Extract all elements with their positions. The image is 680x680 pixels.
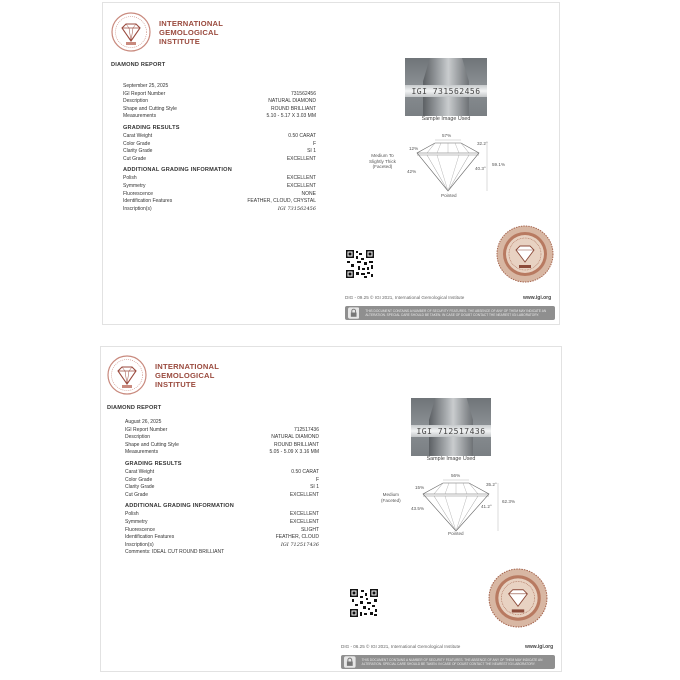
- igi-seal-icon: [488, 568, 548, 628]
- grading-row: [123, 156, 316, 164]
- pavilion-angle: 41.2°: [481, 504, 492, 509]
- report-date-row: [125, 419, 319, 427]
- field-row: [123, 113, 316, 121]
- org-name-line-2: GEMOLOGICAL: [159, 27, 219, 37]
- field-label: Shape and Cutting Style: [125, 441, 179, 448]
- grading-label: Color Grade: [123, 140, 151, 147]
- grading-results-heading: GRADING RESULTS: [125, 460, 182, 467]
- field-value: 5.05 - 5.09 X 3.16 MM: [269, 449, 319, 456]
- inscription-value: IGI 731562456: [277, 205, 316, 212]
- igi-diamond-logo-icon: [107, 355, 147, 395]
- igi-logo: [107, 355, 219, 395]
- proportions-diagram: [369, 133, 519, 203]
- additional-value: FEATHER, CLOUD, CRYSTAL: [247, 198, 316, 205]
- crown-angle: 35.2°: [486, 482, 497, 487]
- additional-row: [123, 198, 316, 206]
- sample-caption: Sample Image Used: [421, 116, 471, 122]
- total-depth: 62.3%: [502, 499, 516, 504]
- additional-label: Inscription(s): [125, 541, 154, 548]
- grading-value: 0.50 CARAT: [291, 468, 319, 475]
- security-text: THIS DOCUMENT CONTAINS A NUMBER OF SECURITY FEATURES. THE ABSENCE OF ANY OF THEM MAY INDICATE AN ALTERATION. SPECIAL CARE SHOULD BE TAKEN. IN CASE OF DOUBT CONTACT THE NEAREST IGI LABORATORY.: [365, 309, 547, 317]
- grading-label: Cut Grade: [123, 155, 147, 162]
- pavilion-angle: 40.3°: [475, 166, 486, 171]
- table-percent: 56%: [451, 473, 461, 478]
- grading-label: Carat Weight: [123, 132, 153, 139]
- org-name: [159, 19, 223, 46]
- grading-value: F: [315, 476, 319, 483]
- field-value: 712517436: [293, 426, 319, 433]
- pavilion-depth: 42%: [407, 169, 417, 174]
- field-label: Description: [125, 434, 151, 441]
- org-name-line-3: INSTITUTE: [155, 379, 197, 389]
- lock-icon: [344, 656, 356, 668]
- culet: Pointed: [441, 193, 457, 198]
- total-depth: 59.1%: [492, 162, 506, 167]
- grading-value: EXCELLENT: [289, 491, 319, 498]
- additional-label: Symmetry: [125, 518, 148, 525]
- additional-info-heading: ADDITIONAL GRADING INFORMATION: [125, 503, 234, 510]
- girdle-thickness: Medium (Faceted): [381, 492, 401, 503]
- grading-value: F: [312, 140, 316, 147]
- additional-row: [125, 527, 319, 535]
- field-value: NATURAL DIAMOND: [268, 98, 316, 105]
- grading-row: [125, 469, 319, 477]
- grading-value: SI 1: [310, 484, 319, 491]
- igi-seal-icon: [496, 225, 554, 283]
- diamond-report-certificate-1: [102, 2, 560, 325]
- org-name-line-3: INSTITUTE: [159, 36, 201, 46]
- grading-label: Clarity Grade: [125, 484, 155, 491]
- additional-label: Polish: [125, 511, 139, 518]
- igi-diamond-logo-icon: [111, 12, 151, 52]
- report-date: August 26, 2025: [125, 419, 162, 425]
- field-label: Description: [123, 98, 149, 105]
- lock-icon: [348, 307, 359, 319]
- report-type: DIAMOND REPORT: [107, 405, 162, 411]
- grading-row: [125, 492, 319, 500]
- additional-value: NONE: [301, 190, 316, 197]
- crown-height: 15%: [415, 485, 425, 490]
- grading-results-heading: GRADING RESULTS: [123, 124, 180, 131]
- sample-caption: Sample Image Used: [426, 456, 476, 462]
- inscription-band: IGI 712517436: [411, 425, 491, 438]
- inscription-value: IGI 712517436: [280, 541, 319, 548]
- field-label: IGI Report Number: [125, 426, 168, 433]
- qr-code-icon[interactable]: [349, 588, 379, 618]
- additional-row: [125, 519, 319, 527]
- field-value: ROUND BRILLIANT: [273, 441, 319, 448]
- additional-label: Inscription(s): [123, 205, 152, 212]
- report-date-row: [123, 83, 316, 91]
- field-row: [125, 449, 319, 457]
- additional-value: EXCELLENT: [286, 182, 316, 189]
- comments-row: [123, 213, 316, 221]
- security-strip: [341, 655, 555, 669]
- field-value: NATURAL DIAMOND: [271, 434, 319, 441]
- sample-image: [405, 58, 487, 116]
- additional-value: FEATHER, CLOUD: [275, 534, 319, 541]
- field-label: Measurements: [123, 113, 157, 120]
- field-row: [123, 98, 316, 106]
- field-value: 731562456: [290, 90, 316, 97]
- additional-label: Polish: [123, 175, 137, 182]
- field-row: [123, 91, 316, 99]
- additional-label: Fluorescence: [123, 190, 154, 197]
- grading-row: [123, 148, 316, 156]
- footer-text: DIG - 06.25 © IGI 2021, International Gemological Institute: [341, 644, 461, 649]
- additional-value: EXCELLENT: [289, 511, 319, 518]
- footer-text: DIG - 09.25 © IGI 2021, International Gemological Institute: [345, 295, 465, 300]
- field-label: Measurements: [125, 449, 159, 456]
- org-name-line-2: GEMOLOGICAL: [155, 370, 215, 380]
- grading-value: 0.50 CARAT: [288, 132, 316, 139]
- grading-label: Carat Weight: [125, 468, 155, 475]
- grading-row: [123, 141, 316, 149]
- grading-label: Clarity Grade: [123, 148, 153, 155]
- field-row: [125, 442, 319, 450]
- org-name: [155, 362, 219, 389]
- table-percent: 57%: [442, 133, 452, 138]
- field-row: [125, 434, 319, 442]
- additional-label: Identification Features: [123, 198, 173, 205]
- grading-row: [125, 477, 319, 485]
- crown-angle: 32.2°: [477, 141, 488, 146]
- report-fields: [125, 419, 319, 557]
- field-value: 5.10 - 5.17 X 3.03 MM: [266, 113, 316, 120]
- field-label: Shape and Cutting Style: [123, 105, 177, 112]
- field-row: [125, 427, 319, 435]
- qr-code-icon[interactable]: [345, 249, 375, 279]
- report-type: DIAMOND REPORT: [111, 62, 166, 68]
- igi-logo: [111, 12, 223, 52]
- additional-label: Identification Features: [125, 534, 175, 541]
- pavilion-depth: 43.5%: [411, 506, 425, 511]
- comments: Comments: IDEAL CUT ROUND BRILLIANT: [125, 549, 225, 556]
- additional-row: [123, 191, 316, 199]
- website-link[interactable]: www.igi.org: [525, 644, 554, 650]
- field-label: IGI Report Number: [123, 90, 166, 97]
- proportions-diagram: [381, 473, 531, 543]
- additional-label: Fluorescence: [125, 526, 156, 533]
- report-fields: [123, 83, 316, 221]
- girdle-thickness: Medium To Slightly Thick (Faceted): [369, 153, 396, 169]
- additional-label: Symmetry: [123, 182, 146, 189]
- grading-row: [125, 484, 319, 492]
- sample-image: [411, 398, 491, 456]
- org-name-line-1: INTERNATIONAL: [155, 361, 220, 371]
- additional-info-heading: ADDITIONAL GRADING INFORMATION: [123, 167, 232, 174]
- diamond-report-certificate-2: [100, 346, 562, 672]
- inscription-band: IGI 731562456: [405, 85, 487, 98]
- culet: Pointed: [448, 531, 464, 536]
- grading-row: [123, 133, 316, 141]
- additional-row: [123, 183, 316, 191]
- grading-value: EXCELLENT: [286, 155, 316, 162]
- security-strip: [345, 306, 555, 320]
- additional-row: [125, 511, 319, 519]
- field-value: ROUND BRILLIANT: [270, 105, 316, 112]
- website-link[interactable]: www.igi.org: [523, 295, 552, 301]
- field-row: [123, 106, 316, 114]
- comments-row: [125, 549, 319, 557]
- additional-row: [123, 175, 316, 183]
- grading-label: Color Grade: [125, 476, 153, 483]
- additional-value: EXCELLENT: [286, 175, 316, 182]
- grading-value: SI 1: [307, 148, 316, 155]
- additional-value: SLIGHT: [300, 526, 319, 533]
- grading-label: Cut Grade: [125, 491, 149, 498]
- security-text: THIS DOCUMENT CONTAINS A NUMBER OF SECURITY FEATURES. THE ABSENCE OF ANY OF THEM MAY INDICATE AN ALTERATION. SPECIAL CARE SHOULD BE TAKEN. IN CASE OF DOUBT CONTACT THE NEAREST IGI LABORATORY.: [361, 658, 543, 666]
- additional-value: EXCELLENT: [289, 518, 319, 525]
- report-date: September 25, 2025: [123, 83, 169, 89]
- additional-row: [123, 206, 316, 214]
- crown-height: 12%: [409, 146, 419, 151]
- additional-row: [125, 542, 319, 550]
- additional-row: [125, 534, 319, 542]
- org-name-line-1: INTERNATIONAL: [159, 18, 224, 28]
